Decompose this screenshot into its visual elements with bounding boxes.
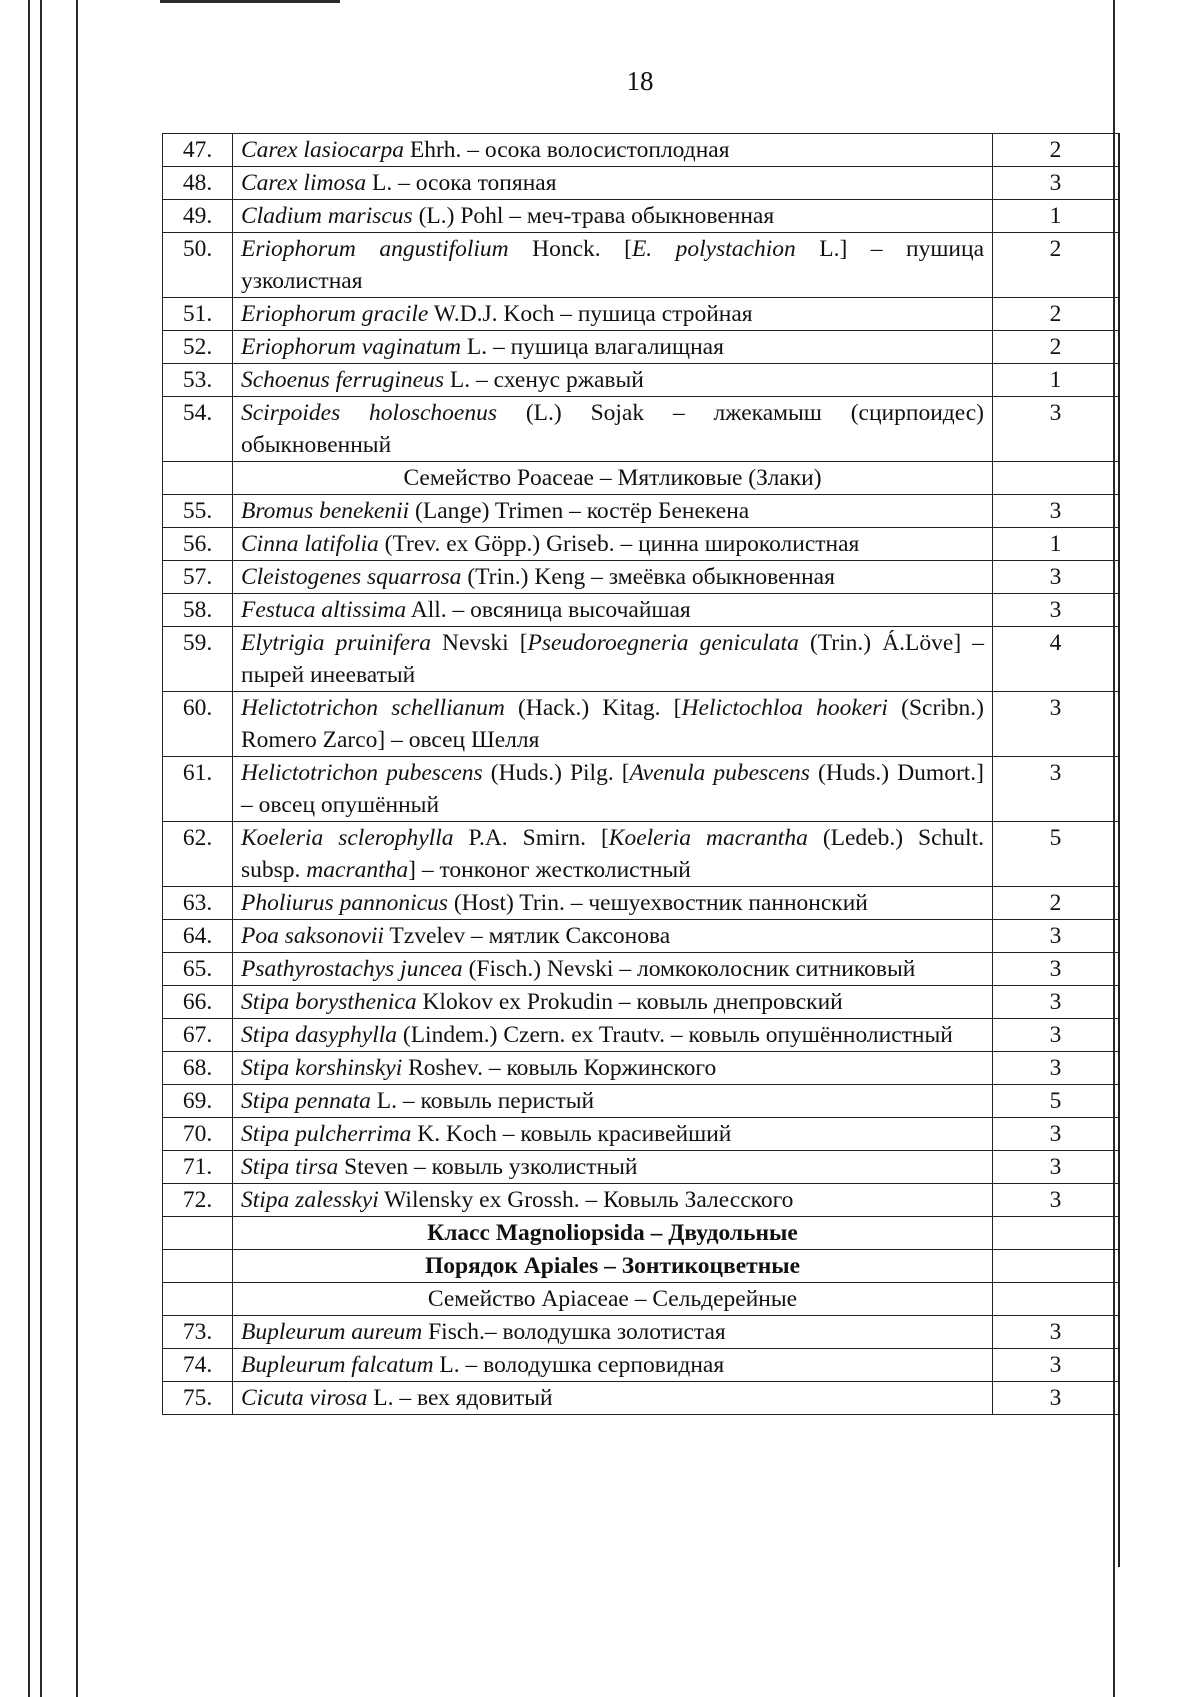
species-name: [233, 920, 993, 953]
section-heading: Порядок Apiales – Зонтикоцветные: [233, 1250, 993, 1283]
latin-name: Cinna latifolia: [241, 531, 379, 557]
latin-name: Stipa tirsa: [241, 1154, 339, 1180]
table-row: [163, 953, 1119, 986]
row-number: 47.: [163, 134, 233, 167]
row-number: 74.: [163, 1349, 233, 1382]
species-name: [233, 200, 993, 233]
row-number: 69.: [163, 1085, 233, 1118]
latin-name: Helictotrichon schellianum: [241, 695, 505, 721]
species-name: [233, 561, 993, 594]
rarity-category: 3: [993, 1118, 1119, 1151]
row-number-cell: [163, 1283, 233, 1316]
species-name: [233, 986, 993, 1019]
species-text: Steven – ковыль узколистный: [338, 1154, 638, 1180]
row-number: 60.: [163, 692, 233, 757]
latin-name: E. polystachion: [631, 236, 796, 262]
row-number: 55.: [163, 495, 233, 528]
species-text: (L.) Sojak – лжекамыш (сцирпоидес) обыкновенный: [241, 400, 985, 458]
row-number: 71.: [163, 1151, 233, 1184]
species-text: P.A. Smirn. [: [453, 825, 609, 851]
rarity-category: 2: [993, 233, 1119, 298]
species-name: [233, 692, 993, 757]
latin-name: Koeleria macrantha: [608, 825, 808, 851]
species-name: [233, 1085, 993, 1118]
scan-top-mark: [160, 0, 340, 3]
latin-name: Helictotrichon pubescens: [241, 760, 483, 786]
species-name: [233, 134, 993, 167]
table-row: [163, 134, 1119, 167]
latin-name: Helictochloa hookeri: [681, 695, 888, 721]
row-number-cell: [163, 1217, 233, 1250]
species-text: All. – овсяница высочайшая: [406, 597, 691, 623]
table-row: [163, 1118, 1119, 1151]
latin-name: Cleistogenes squarrosa: [241, 564, 462, 590]
rarity-category: 5: [993, 822, 1119, 887]
latin-name: Psathyrostachys juncea: [241, 956, 463, 982]
species-name: [233, 1316, 993, 1349]
latin-name: Schoenus ferrugineus: [241, 367, 444, 393]
section-heading-row: [163, 1250, 1119, 1283]
table-row: [163, 822, 1119, 887]
row-number: 53.: [163, 364, 233, 397]
latin-name: Stipa borysthenica: [241, 989, 417, 1015]
table-row: [163, 594, 1119, 627]
rarity-category: 1: [993, 528, 1119, 561]
species-text: (Hack.) Kitag. [: [504, 695, 682, 721]
species-name: [233, 331, 993, 364]
rarity-category: 3: [993, 1052, 1119, 1085]
latin-name: Carex lasiocarpa: [241, 137, 404, 163]
rarity-category: 2: [993, 298, 1119, 331]
species-text: L. – осока топяная: [366, 170, 557, 196]
rarity-category: 2: [993, 887, 1119, 920]
table-row: [163, 495, 1119, 528]
latin-name: Stipa pennata: [241, 1088, 371, 1114]
row-number: 50.: [163, 233, 233, 298]
page-number: 18: [626, 66, 654, 96]
row-number-cell: [163, 1250, 233, 1283]
row-number: 72.: [163, 1184, 233, 1217]
species-text: (L.) Pohl – меч-трава обыкновенная: [412, 203, 775, 229]
table-row: [163, 331, 1119, 364]
species-name: [233, 887, 993, 920]
latin-name: Cladium mariscus: [241, 203, 413, 229]
latin-name: Stipa korshinskyi: [241, 1055, 403, 1081]
table-row: [163, 397, 1119, 462]
species-name: [233, 953, 993, 986]
species-text: (Trev. ex Göpp.) Griseb. – цинна широколистная: [378, 531, 860, 557]
species-text: L. – схенус ржавый: [444, 367, 644, 393]
species-text: (Lindem.) Czern. ex Trautv. – ковыль опушённолистный: [397, 1022, 953, 1048]
table-row: [163, 298, 1119, 331]
latin-name: macrantha: [306, 857, 409, 883]
rarity-category: 3: [993, 1019, 1119, 1052]
section-heading: Семейство Poaceae – Мятликовые (Злаки): [233, 462, 993, 495]
section-heading-row: [163, 1217, 1119, 1250]
table-row: [163, 1085, 1119, 1118]
rarity-category: 1: [993, 200, 1119, 233]
table-row: [163, 887, 1119, 920]
species-name: [233, 1184, 993, 1217]
row-number: 75.: [163, 1382, 233, 1415]
table-row: [163, 1382, 1119, 1415]
species-text: ] – тонконог жестколистный: [408, 857, 691, 883]
row-number: 58.: [163, 594, 233, 627]
species-text: L. – вех ядовитый: [367, 1385, 553, 1411]
latin-name: Carex limosa: [241, 170, 367, 196]
table-row: [163, 233, 1119, 298]
latin-name: Cicuta virosa: [241, 1385, 368, 1411]
table-row: [163, 1316, 1119, 1349]
table-row: [163, 364, 1119, 397]
species-name: [233, 1151, 993, 1184]
species-name: [233, 1118, 993, 1151]
table-row: [163, 1019, 1119, 1052]
species-text: Ehrh. – осока волосистоплодная: [403, 137, 730, 163]
category-cell: [993, 1217, 1119, 1250]
latin-name: Stipa zalesskyi: [241, 1187, 379, 1213]
species-name: [233, 627, 993, 692]
rarity-category: 3: [993, 495, 1119, 528]
rarity-category: 3: [993, 594, 1119, 627]
species-name: [233, 1052, 993, 1085]
species-text: (Trin.) Á.Löve] – пырей инееватый: [241, 630, 984, 688]
species-name: [233, 233, 993, 298]
species-text: (Huds.) Dumort.] – овсец опушённый: [241, 760, 984, 818]
table-row: [163, 1349, 1119, 1382]
species-name: [233, 594, 993, 627]
row-number: 51.: [163, 298, 233, 331]
species-text: L. – ковыль перистый: [370, 1088, 595, 1114]
rarity-category: 5: [993, 1085, 1119, 1118]
species-text: (Host) Trin. – чешуехвостник паннонский: [447, 890, 868, 916]
species-name: [233, 1019, 993, 1052]
species-name: [233, 167, 993, 200]
latin-name: Eriophorum angustifolium: [241, 236, 509, 262]
rarity-category: 3: [993, 953, 1119, 986]
table-row: [163, 167, 1119, 200]
row-number: 73.: [163, 1316, 233, 1349]
scan-edge-left-1: [28, 0, 30, 1697]
table-row: [163, 200, 1119, 233]
species-text: K. Koch – ковыль красивейший: [411, 1121, 732, 1147]
rarity-category: 3: [993, 692, 1119, 757]
latin-name: Koeleria sclerophylla: [241, 825, 454, 851]
row-number: 61.: [163, 757, 233, 822]
latin-name: Eriophorum gracile: [241, 301, 429, 327]
rarity-category: 2: [993, 134, 1119, 167]
row-number: 70.: [163, 1118, 233, 1151]
species-text: (Fisch.) Nevski – ломкоколосник ситниковый: [462, 956, 916, 982]
rarity-category: 3: [993, 1349, 1119, 1382]
rarity-category: 4: [993, 627, 1119, 692]
latin-name: Bupleurum aureum: [241, 1319, 423, 1345]
section-heading: Семейство Apiaceae – Сельдерейные: [233, 1283, 993, 1316]
table-row: [163, 1151, 1119, 1184]
latin-name: Pseudoroegneria geniculata: [527, 630, 799, 656]
latin-name: Stipa pulcherrima: [241, 1121, 412, 1147]
row-number: 59.: [163, 627, 233, 692]
row-number: 67.: [163, 1019, 233, 1052]
species-text: Honck. [: [508, 236, 632, 262]
species-name: [233, 822, 993, 887]
row-number: 49.: [163, 200, 233, 233]
species-text: Tzvelev – мятлик Саксонова: [383, 923, 671, 949]
category-cell: [993, 462, 1119, 495]
species-text: Roshev. – ковыль Коржинского: [402, 1055, 717, 1081]
species-text: L. – пушица влагалищная: [460, 334, 724, 360]
rarity-category: 3: [993, 167, 1119, 200]
row-number: 57.: [163, 561, 233, 594]
rarity-category: 3: [993, 1316, 1119, 1349]
species-name: [233, 528, 993, 561]
species-name: [233, 495, 993, 528]
section-heading: Класс Magnoliopsida – Двудольные: [233, 1217, 993, 1250]
category-cell: [993, 1250, 1119, 1283]
latin-name: Poa saksonovii: [241, 923, 384, 949]
species-text: Klokov ex Prokudin – ковыль днепровский: [416, 989, 843, 1015]
row-number: 65.: [163, 953, 233, 986]
latin-name: Stipa dasyphylla: [241, 1022, 397, 1048]
rarity-category: 3: [993, 561, 1119, 594]
latin-name: Avenula pubescens: [629, 760, 810, 786]
rarity-category: 3: [993, 1382, 1119, 1415]
species-text: L.] – пушица узколистная: [241, 236, 985, 294]
row-number: 54.: [163, 397, 233, 462]
table-row: [163, 1184, 1119, 1217]
scan-edge-left-3: [76, 0, 78, 1697]
species-name: [233, 364, 993, 397]
rarity-category: 3: [993, 397, 1119, 462]
latin-name: Elytrigia pruinifera: [241, 630, 431, 656]
species-text: Fisch.– володушка золотистая: [422, 1319, 726, 1345]
row-number: 68.: [163, 1052, 233, 1085]
rarity-category: 2: [993, 331, 1119, 364]
species-text: (Ledeb.) Schult. subsp.: [241, 825, 984, 883]
table-right-rule: [1118, 133, 1120, 1567]
latin-name: Eriophorum vaginatum: [241, 334, 461, 360]
category-cell: [993, 1283, 1119, 1316]
row-number: 56.: [163, 528, 233, 561]
rarity-category: 3: [993, 986, 1119, 1019]
latin-name: Pholiurus pannonicus: [241, 890, 448, 916]
table-row: [163, 920, 1119, 953]
species-text: (Scribn.) Romero Zarco] – овсец Шелля: [241, 695, 985, 753]
species-text: Nevski [: [430, 630, 528, 656]
rarity-category: 3: [993, 1184, 1119, 1217]
species-name: [233, 298, 993, 331]
row-number: 48.: [163, 167, 233, 200]
species-name: [233, 397, 993, 462]
species-text: (Huds.) Pilg. [: [482, 760, 630, 786]
row-number: 66.: [163, 986, 233, 1019]
latin-name: Bupleurum falcatum: [241, 1352, 434, 1378]
row-number: 64.: [163, 920, 233, 953]
table-row: [163, 757, 1119, 822]
rarity-category: 3: [993, 757, 1119, 822]
species-name: [233, 757, 993, 822]
section-heading-row: [163, 1283, 1119, 1316]
species-text: W.D.J. Koch – пушица стройная: [428, 301, 753, 327]
scan-edge-left-2: [40, 0, 42, 1697]
row-number: 63.: [163, 887, 233, 920]
species-text: Wilensky ex Grossh. – Ковыль Залесского: [378, 1187, 794, 1213]
rarity-category: 1: [993, 364, 1119, 397]
table-row: [163, 986, 1119, 1019]
species-text: (Lange) Trimen – костёр Бенекена: [409, 498, 750, 524]
table-row: [163, 528, 1119, 561]
section-heading-row: [163, 462, 1119, 495]
table-row: [163, 692, 1119, 757]
table-row: [163, 627, 1119, 692]
latin-name: Bromus benekenii: [241, 498, 410, 524]
species-text: L. – володушка серповидная: [433, 1352, 725, 1378]
rarity-category: 3: [993, 1151, 1119, 1184]
species-name: [233, 1349, 993, 1382]
row-number-cell: [163, 462, 233, 495]
table-row: [163, 1052, 1119, 1085]
species-text: (Trin.) Keng – змеёвка обыкновенная: [461, 564, 835, 590]
row-number: 52.: [163, 331, 233, 364]
species-table: [162, 133, 1119, 1415]
species-name: [233, 1382, 993, 1415]
rarity-category: 3: [993, 920, 1119, 953]
latin-name: Festuca altissima: [241, 597, 407, 623]
row-number: 62.: [163, 822, 233, 887]
latin-name: Scirpoides holoschoenus: [241, 400, 497, 426]
table-row: [163, 561, 1119, 594]
